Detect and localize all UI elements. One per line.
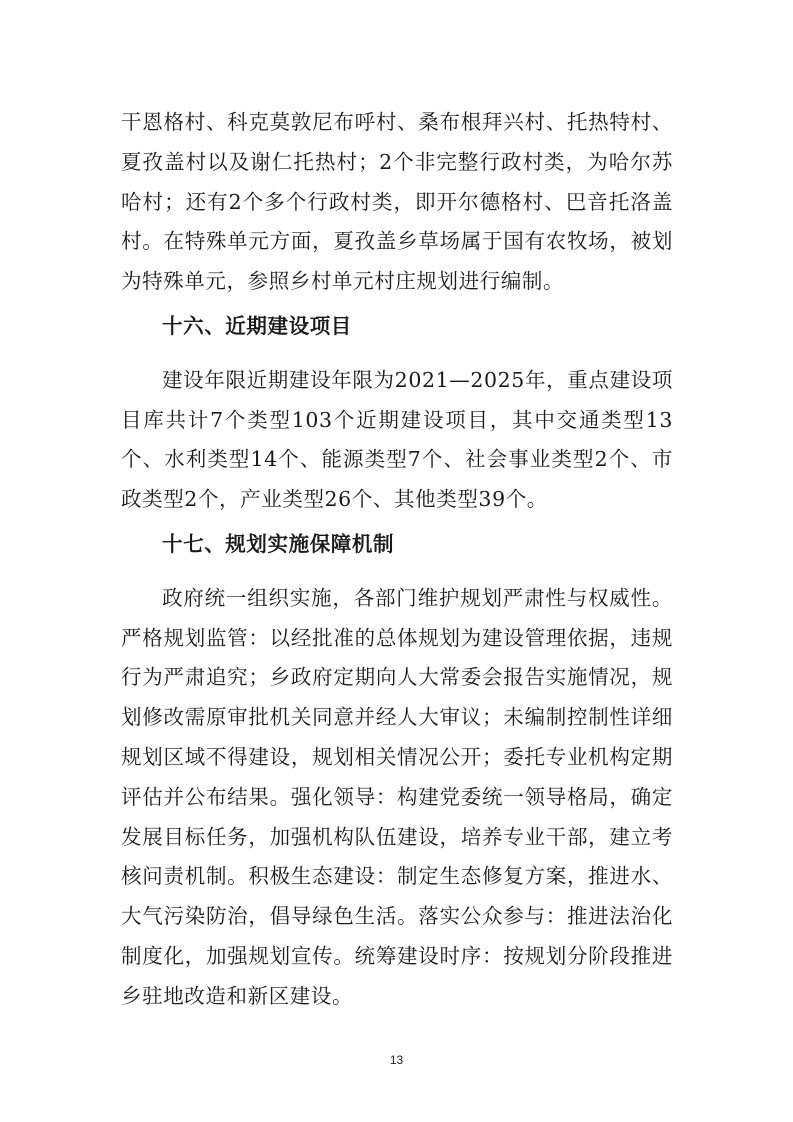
paragraph-village-units: 干恩格村、科克莫敦尼布呼村、桑布根拜兴村、托热特村、夏孜盖村以及谢仁托热村；2个非完整行政村类，为哈尔苏哈村；还有2个多个行政村类，即开尔德格村、巴音托洛盖村。在特殊单元方面，夏孜盖乡草场属于国有农牧场，被划为特殊单元，参照乡村单元村庄规划进行编制。 [121, 110, 673, 294]
paragraph-implementation-mechanism: 政府统一组织实施，各部门维护规划严肃性与权威性。严格规划监管：以经批准的总体规划为建设管理依据，违规行为严肃追究；乡政府定期向人大常委会报告实施情况，规划修改需原审批机关同意并经人大审议；未编制控制性详细规划区域不得建设，规划相关情况公开；委托专业机构定期评估并公布结果。强化领导：构建党委统一领导格局，确定发展目标任务，加强机构队伍建设，培养专业干部，建立考核问责机制。积极生态建设：制定生态修复方案，推进水、大气污染防治，倡导绿色生活。落实公众参与：推进法治化制度化，加强规划宣传。统筹建设时序：按规划分阶段推进乡驻地改造和新区建设。 [121, 585, 673, 1008]
section-heading-implementation-mechanism: 十七、规划实施保障机制 [162, 531, 395, 556]
page-number: 13 [389, 1053, 404, 1067]
page-body [121, 103, 673, 1017]
section-heading-recent-projects: 十六、近期建设项目 [162, 313, 352, 338]
paragraph-recent-projects: 建设年限近期建设年限为2021—2025年，重点建设项目库共计7个类型103个近期建设项目，其中交通类型13个、水利类型14个、能源类型7个、社会事业类型2个、市政类型2个，产业类型26个、其他类型39个。 [121, 367, 673, 512]
